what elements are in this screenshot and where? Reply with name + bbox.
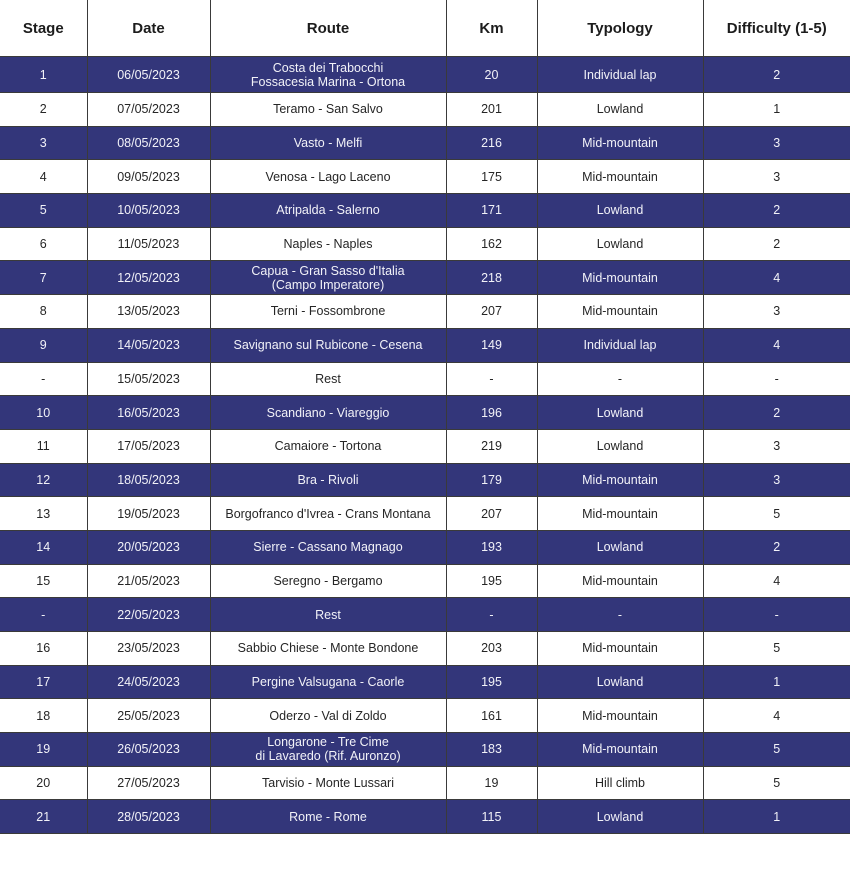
route-cell xyxy=(210,497,446,531)
difficulty-cell: 2 xyxy=(703,227,850,261)
stage-cell: 3 xyxy=(0,126,87,160)
route-line: Bra - Rivoli xyxy=(297,472,359,487)
stage-cell: 20 xyxy=(0,766,87,800)
difficulty-cell: 2 xyxy=(703,530,850,564)
km-cell: 207 xyxy=(446,497,537,531)
stage-cell: 12 xyxy=(0,463,87,497)
stage-cell: 21 xyxy=(0,800,87,834)
km-cell: 20 xyxy=(446,57,537,93)
route-line: Capua - Gran Sasso d'Italia xyxy=(251,263,405,278)
route-cell xyxy=(210,160,446,194)
difficulty-cell: 5 xyxy=(703,733,850,767)
km-cell: 218 xyxy=(446,261,537,295)
difficulty-cell: 5 xyxy=(703,497,850,531)
header-typology: Typology xyxy=(537,0,703,57)
header-difficulty: Difficulty (1-5) xyxy=(703,0,850,57)
stage-cell: 9 xyxy=(0,328,87,362)
route-line: (Campo Imperatore) xyxy=(271,277,385,292)
difficulty-cell: 4 xyxy=(703,699,850,733)
route-line: Rest xyxy=(315,371,341,386)
route-line: Sierre - Cassano Magnago xyxy=(253,540,403,555)
table-row xyxy=(0,194,850,228)
route-line: Savignano sul Rubicone - Cesena xyxy=(233,338,423,353)
route-cell xyxy=(210,227,446,261)
typology-cell: Mid-mountain xyxy=(537,160,703,194)
stage-cell: 5 xyxy=(0,194,87,228)
route-line: Scandiano - Viareggio xyxy=(266,405,390,420)
typology-cell: Mid-mountain xyxy=(537,295,703,329)
table-row xyxy=(0,396,850,430)
difficulty-cell: 3 xyxy=(703,429,850,463)
table-row xyxy=(0,766,850,800)
typology-cell: Mid-mountain xyxy=(537,564,703,598)
route-line: Terni - Fossombrone xyxy=(270,304,386,319)
stage-cell: 1 xyxy=(0,57,87,93)
date-cell: 16/05/2023 xyxy=(87,396,210,430)
header-row xyxy=(0,0,850,57)
stage-cell: 15 xyxy=(0,564,87,598)
route-line: Teramo - San Salvo xyxy=(273,102,383,117)
difficulty-cell: 3 xyxy=(703,463,850,497)
stage-cell: 16 xyxy=(0,632,87,666)
km-cell: 115 xyxy=(446,800,537,834)
table-header xyxy=(0,0,850,57)
difficulty-cell: 3 xyxy=(703,160,850,194)
date-cell: 08/05/2023 xyxy=(87,126,210,160)
table-row xyxy=(0,328,850,362)
date-cell: 28/05/2023 xyxy=(87,800,210,834)
stage-cell: 4 xyxy=(0,160,87,194)
difficulty-cell: 1 xyxy=(703,665,850,699)
typology-cell: Mid-mountain xyxy=(537,126,703,160)
typology-cell: Lowland xyxy=(537,800,703,834)
km-cell: 203 xyxy=(446,632,537,666)
route-cell xyxy=(210,396,446,430)
difficulty-cell: 4 xyxy=(703,564,850,598)
table-row xyxy=(0,564,850,598)
km-cell: 179 xyxy=(446,463,537,497)
route-cell xyxy=(210,699,446,733)
difficulty-cell: 5 xyxy=(703,766,850,800)
date-cell: 21/05/2023 xyxy=(87,564,210,598)
table-row xyxy=(0,160,850,194)
route-line: Atripalda - Salerno xyxy=(276,203,380,218)
date-cell: 27/05/2023 xyxy=(87,766,210,800)
difficulty-cell: 4 xyxy=(703,328,850,362)
header-route: Route xyxy=(210,0,446,57)
route-cell xyxy=(210,93,446,127)
route-cell xyxy=(210,766,446,800)
km-cell: 219 xyxy=(446,429,537,463)
km-cell: 207 xyxy=(446,295,537,329)
header-km: Km xyxy=(446,0,537,57)
stage-cell: 10 xyxy=(0,396,87,430)
route-cell xyxy=(210,800,446,834)
route-cell xyxy=(210,126,446,160)
stage-cell: 8 xyxy=(0,295,87,329)
date-cell: 06/05/2023 xyxy=(87,57,210,93)
stage-cell: 17 xyxy=(0,665,87,699)
date-cell: 17/05/2023 xyxy=(87,429,210,463)
km-cell: 193 xyxy=(446,530,537,564)
route-line: Pergine Valsugana - Caorle xyxy=(251,675,405,690)
route-line: di Lavaredo (Rif. Auronzo) xyxy=(255,749,401,764)
date-cell: 26/05/2023 xyxy=(87,733,210,767)
route-cell xyxy=(210,295,446,329)
table-row xyxy=(0,295,850,329)
typology-cell: Lowland xyxy=(537,429,703,463)
difficulty-cell: 5 xyxy=(703,632,850,666)
difficulty-cell: 3 xyxy=(703,295,850,329)
table-row xyxy=(0,227,850,261)
typology-cell: Mid-mountain xyxy=(537,261,703,295)
date-cell: 18/05/2023 xyxy=(87,463,210,497)
typology-cell: - xyxy=(537,598,703,632)
route-cell xyxy=(210,328,446,362)
km-cell: 149 xyxy=(446,328,537,362)
date-cell: 11/05/2023 xyxy=(87,227,210,261)
route-cell xyxy=(210,429,446,463)
km-cell: 183 xyxy=(446,733,537,767)
date-cell: 20/05/2023 xyxy=(87,530,210,564)
table-row xyxy=(0,497,850,531)
route-line: Sabbio Chiese - Monte Bondone xyxy=(237,641,419,656)
route-line: Rome - Rome xyxy=(289,809,367,824)
date-cell: 24/05/2023 xyxy=(87,665,210,699)
table-row xyxy=(0,126,850,160)
date-cell: 25/05/2023 xyxy=(87,699,210,733)
typology-cell: Mid-mountain xyxy=(537,699,703,733)
km-cell: 201 xyxy=(446,93,537,127)
typology-cell: Individual lap xyxy=(537,328,703,362)
stage-cell: - xyxy=(0,598,87,632)
table-row xyxy=(0,699,850,733)
typology-cell: Mid-mountain xyxy=(537,463,703,497)
route-line: Venosa - Lago Laceno xyxy=(265,169,391,184)
difficulty-cell: - xyxy=(703,598,850,632)
route-line: Fossacesia Marina - Ortona xyxy=(250,74,406,89)
date-cell: 13/05/2023 xyxy=(87,295,210,329)
route-line: Naples - Naples xyxy=(283,237,373,252)
date-cell: 22/05/2023 xyxy=(87,598,210,632)
date-cell: 12/05/2023 xyxy=(87,261,210,295)
route-cell xyxy=(210,665,446,699)
km-cell: 216 xyxy=(446,126,537,160)
km-cell: 195 xyxy=(446,564,537,598)
typology-cell: Mid-mountain xyxy=(537,497,703,531)
route-line: Seregno - Bergamo xyxy=(273,573,383,588)
date-cell: 10/05/2023 xyxy=(87,194,210,228)
typology-cell: Lowland xyxy=(537,396,703,430)
km-cell: 196 xyxy=(446,396,537,430)
typology-cell: Lowland xyxy=(537,93,703,127)
typology-cell: Individual lap xyxy=(537,57,703,93)
typology-cell: Lowland xyxy=(537,530,703,564)
date-cell: 09/05/2023 xyxy=(87,160,210,194)
km-cell: 162 xyxy=(446,227,537,261)
date-cell: 07/05/2023 xyxy=(87,93,210,127)
stage-cell: 14 xyxy=(0,530,87,564)
route-line: Vasto - Melfi xyxy=(293,136,363,151)
route-cell xyxy=(210,733,446,767)
km-cell: 175 xyxy=(446,160,537,194)
route-line: Borgofranco d'Ivrea - Crans Montana xyxy=(225,506,431,521)
route-line: Camaiore - Tortona xyxy=(274,439,382,454)
difficulty-cell: 2 xyxy=(703,396,850,430)
stage-cell: 11 xyxy=(0,429,87,463)
table-body xyxy=(0,57,850,834)
typology-cell: Mid-mountain xyxy=(537,632,703,666)
header-date: Date xyxy=(87,0,210,57)
stage-cell: 13 xyxy=(0,497,87,531)
difficulty-cell: 2 xyxy=(703,194,850,228)
table-row xyxy=(0,429,850,463)
route-cell xyxy=(210,261,446,295)
stage-cell: - xyxy=(0,362,87,396)
typology-cell: Hill climb xyxy=(537,766,703,800)
table-row xyxy=(0,93,850,127)
table-row xyxy=(0,362,850,396)
route-cell xyxy=(210,194,446,228)
stage-cell: 2 xyxy=(0,93,87,127)
difficulty-cell: 4 xyxy=(703,261,850,295)
route-line: Longarone - Tre Cime xyxy=(267,735,389,750)
route-cell xyxy=(210,564,446,598)
typology-cell: Lowland xyxy=(537,227,703,261)
route-cell xyxy=(210,632,446,666)
stage-cell: 7 xyxy=(0,261,87,295)
date-cell: 23/05/2023 xyxy=(87,632,210,666)
km-cell: 195 xyxy=(446,665,537,699)
route-cell xyxy=(210,362,446,396)
table-row xyxy=(0,261,850,295)
difficulty-cell: 1 xyxy=(703,93,850,127)
route-cell xyxy=(210,57,446,93)
table-row xyxy=(0,57,850,93)
route-cell xyxy=(210,463,446,497)
typology-cell: - xyxy=(537,362,703,396)
date-cell: 15/05/2023 xyxy=(87,362,210,396)
km-cell: - xyxy=(446,362,537,396)
date-cell: 19/05/2023 xyxy=(87,497,210,531)
typology-cell: Lowland xyxy=(537,194,703,228)
header-stage: Stage xyxy=(0,0,87,57)
route-line: Costa dei Trabocchi xyxy=(272,60,384,75)
km-cell: - xyxy=(446,598,537,632)
table-row xyxy=(0,632,850,666)
route-cell xyxy=(210,530,446,564)
km-cell: 171 xyxy=(446,194,537,228)
km-cell: 161 xyxy=(446,699,537,733)
stage-cell: 18 xyxy=(0,699,87,733)
difficulty-cell: 3 xyxy=(703,126,850,160)
route-cell xyxy=(210,598,446,632)
route-line: Oderzo - Val di Zoldo xyxy=(269,708,387,723)
stage-cell: 6 xyxy=(0,227,87,261)
table-row xyxy=(0,530,850,564)
difficulty-cell: - xyxy=(703,362,850,396)
route-line: Tarvisio - Monte Lussari xyxy=(262,776,394,791)
table-row xyxy=(0,463,850,497)
difficulty-cell: 2 xyxy=(703,57,850,93)
km-cell: 19 xyxy=(446,766,537,800)
date-cell: 14/05/2023 xyxy=(87,328,210,362)
table-row xyxy=(0,665,850,699)
table-row xyxy=(0,598,850,632)
table-row xyxy=(0,800,850,834)
typology-cell: Lowland xyxy=(537,665,703,699)
route-line: Rest xyxy=(315,607,341,622)
difficulty-cell: 1 xyxy=(703,800,850,834)
stage-cell: 19 xyxy=(0,733,87,767)
typology-cell: Mid-mountain xyxy=(537,733,703,767)
table-row xyxy=(0,733,850,767)
